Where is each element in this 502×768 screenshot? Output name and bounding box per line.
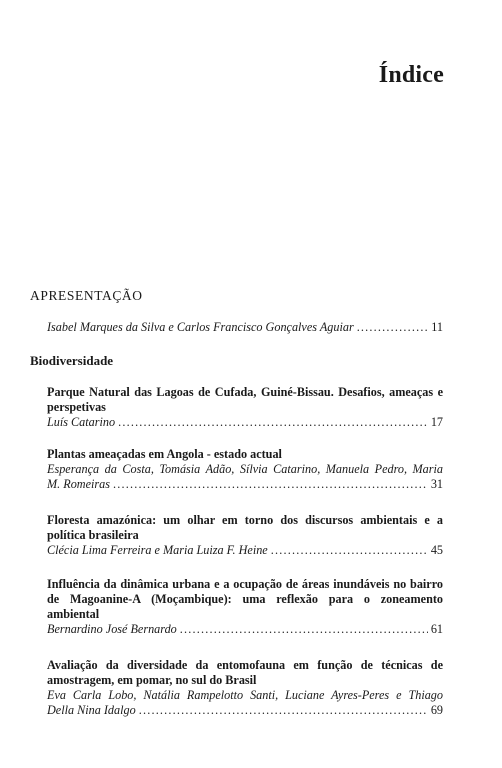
entry-authors: Bernardino José Bernardo [47,622,177,636]
toc-entry [47,513,443,558]
entry-title: Parque Natural das Lagoas de Cufada, Guiné-Bissau. Desafios, ameaças e perspetivas [47,385,443,414]
presentation-heading: APRESENTAÇÃO [30,288,143,303]
entry-author-line [47,543,443,558]
presentation-authors: Isabel Marques da Silva e Carlos Francisco Gonçalves Aguiar [47,320,354,334]
entry-authors: Clécia Lima Ferreira e Maria Luiza F. Heine [47,543,268,557]
entry-title: Avaliação da diversidade da entomofauna em função de técnicas de amostragem, em pomar, no sul do Brasil [47,658,443,687]
dot-leader [139,703,428,718]
entry-author-line [47,477,443,492]
entry-authors: Luís Catarino [47,415,116,429]
section-heading: Biodiversidade [30,353,114,368]
entry-title: Floresta amazónica: um olhar em torno dos discursos ambientais e a política brasileira [47,513,443,542]
presentation-author-line [47,320,443,335]
page-number: 11 [431,320,443,334]
entry-author-line [47,415,443,430]
page-number: 45 [430,543,443,557]
dot-leader [271,543,428,558]
page-number: 31 [430,477,443,491]
presentation-entry [47,320,443,335]
entry-title: Plantas ameaçadas em Angola - estado actual [47,447,282,461]
page-title: Índice [378,62,444,88]
toc-entry [47,385,443,430]
entry-authors: Eva Carla Lobo, Natália Rampelotto Santi, Luciane Ayres-Peres e Thiago [47,688,443,702]
entry-authors-cont: M. Romeiras [47,477,110,491]
page-number: 61 [430,622,443,636]
dot-leader [118,415,428,430]
entry-authors: Esperança da Costa, Tomásia Adão, Sílvia Catarino, Manuela Pedro, Maria [47,462,443,476]
entry-authors-cont: Della Nina Idalgo [47,703,136,717]
entry-title: Influência da dinâmica urbana e a ocupação de áreas inundáveis no bairro de Magoanine-A (Moçambique): uma reflexão para o zoneamento ambiental [47,577,443,621]
page-number: 69 [430,703,443,717]
dot-leader [113,477,428,492]
toc-entry [47,658,443,718]
dot-leader [357,320,429,335]
dot-leader [180,622,428,637]
toc-entry [47,577,443,637]
entry-author-line [47,703,443,718]
toc-entry [47,447,443,492]
entry-author-line [47,622,443,637]
page-number: 17 [430,415,443,429]
